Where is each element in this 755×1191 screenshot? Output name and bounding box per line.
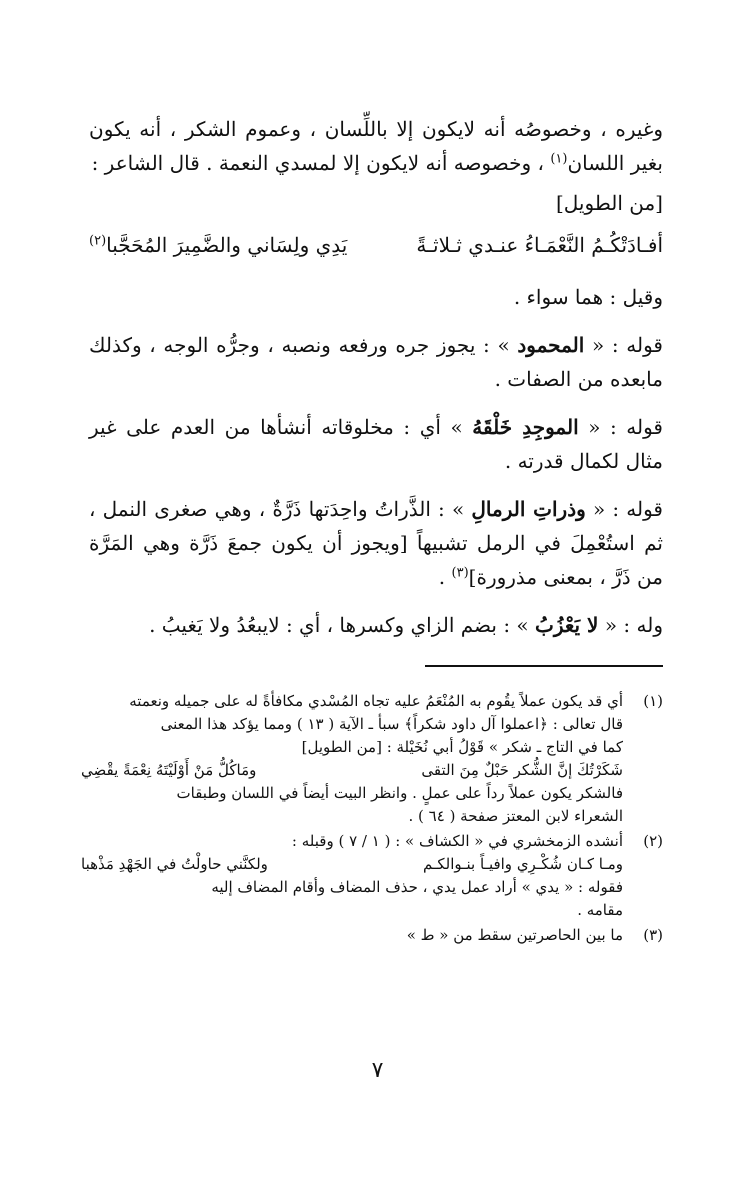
- verse-first-hemistich: أفـادَتْكُـمُ النَّعْمَـاءُ عنـدي ثـلاثـةً: [416, 233, 663, 257]
- footnote-body: [81, 690, 623, 828]
- footnote-ref-2: (٢): [89, 233, 107, 249]
- verse-second-hemistich: ولكنَّني حاولْتُ في الجَهْدِ مَذْهبا: [81, 855, 268, 873]
- footnote-body: [81, 924, 623, 947]
- verse-second-hemistich: ومَاكُلُّ مَنْ أَوْلَيْتَهُ نِعْمَةً يقْضِي: [81, 761, 257, 779]
- footnote-ref-3: (٣): [451, 565, 469, 581]
- footnote-number: (١): [643, 692, 663, 710]
- footnote-separator: [425, 665, 663, 667]
- footnote-line: كما في التاج ـ شكر » قَوْلُ أبي نُخَيْلة : [من الطويل]: [301, 738, 623, 756]
- footnote-line: فالشكر يكون عملاً رداً على عملٍ . وانظر البيت أيضاً في اللسان وطبقات: [176, 784, 623, 802]
- verse-second-hemistich: يَدِي ولِسَاني والضَّمِيرَ المُحَجَّبا$^{(٢)}$: [89, 233, 348, 257]
- term-dharrat: وذراتِ الرمالِ: [471, 497, 586, 521]
- paragraph-qila: وقيل : هما سواء .: [513, 285, 663, 309]
- main-text: [89, 112, 663, 656]
- footnote-line: فقوله : « يدي » أراد عمل يدي ، حذف المضاف وأقام المضاف إليه: [211, 878, 623, 896]
- term-yazub: لا يَعْزُبُ: [535, 613, 599, 637]
- term-mahmud: المحمود: [517, 333, 585, 357]
- footnote-ref-1: (١): [550, 151, 568, 167]
- footnote-number: (٢): [643, 832, 663, 850]
- footnote-line: الشعراء لابن المعتز صفحة ( ٦٤ ) .: [408, 807, 623, 825]
- footnote-line: أنشده الزمخشري في « الكشاف » : ( ١ / ٧ ) وقبله :: [291, 832, 623, 850]
- verse-first-hemistich: ومـا كـان شُكْـرِي وافيـاً بنـوالكـم: [422, 855, 623, 873]
- paragraph-dharrat: قوله : « وذراتِ الرمالِ » : الذَّراتُ واحِدَتها ذَرَّةٌ ، وهي صغرى النمل ، ثم استُعْمِلَ في الرمل تشبيهاً [ويجوز أن يكون جمعَ ذَرَّة وهي المَرَّة من ذَرَّ ، بمعنى مذرورة]$^{(٣)}$ .: [89, 497, 663, 589]
- page-number: ٧: [371, 1058, 384, 1083]
- paragraph-shukr: وغيره ، وخصوصُه أنه لايكون إلا باللِّسان ، وعموم الشكر ، أنه يكون بغير اللسان$^{(١)}$ ، وخصوصه أنه لايكون إلا لمسدي النعمة . قال الشاعر :: [89, 117, 663, 175]
- paragraph-mahmud: قوله : « المحمود » : يجوز جره ورفعه ونصبه ، وجرُّه الوجه ، وكذلك مابعده من الصفات .: [89, 333, 663, 391]
- footnote-body: [81, 830, 623, 922]
- footnote-3: [81, 924, 663, 947]
- verse: [89, 228, 663, 262]
- paragraph-yazub: وله : « لا يَعْزُبُ » : بضم الزاي وكسرها ، أي : لايبعُدُ ولا يَغيبُ .: [149, 613, 663, 637]
- footnote-line: أي قد يكون عملاً يقُوم به المُنْعَمُ عليه تجاه المُسْدي مكافأةً له على جميله ونعمته: [129, 692, 623, 710]
- footnote-number: (٣): [643, 926, 663, 944]
- footnote-verse: [81, 759, 623, 782]
- meter-label: [من الطويل]: [555, 191, 663, 215]
- verse-first-hemistich: شَكَرْتُكَ إنَّ الشُّكر حَبْلٌ مِنَ التقى: [421, 761, 623, 779]
- footnote-1: [81, 690, 663, 828]
- footnote-2: [81, 830, 663, 922]
- footnote-line: مقامه .: [577, 901, 623, 919]
- footnote-line: ما بين الحاصرتين سقط من « ط »: [406, 926, 623, 944]
- paragraph-mujid: قوله : « الموجِدِ خَلْقَهُ » أي : مخلوقاته أنشأها من العدم على غير مثال لكمال قدرته .: [89, 415, 663, 473]
- footnotes: [81, 690, 663, 949]
- term-mujid: الموجِدِ خَلْقَهُ: [472, 415, 579, 439]
- footnote-verse: [81, 853, 623, 876]
- footnote-line: قال تعالى : ﴿اعملوا آل داود شكراً﴾ سبأ ـ الآية ( ١٣ ) ومما يؤكد هذا المعنى: [160, 715, 623, 733]
